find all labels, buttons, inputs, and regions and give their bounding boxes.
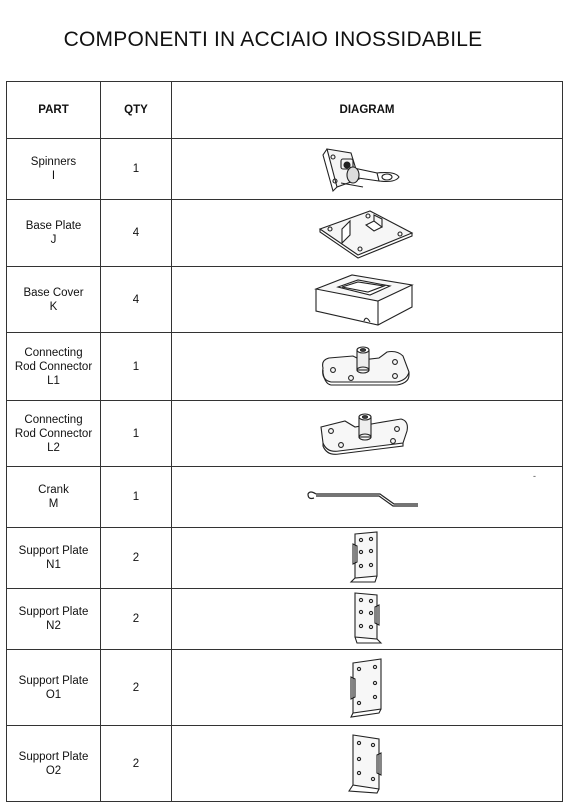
- part-name-cell: [7, 467, 101, 528]
- diagram-cell: [172, 467, 563, 528]
- base-plate-icon: [312, 207, 422, 259]
- table-row: [7, 401, 563, 467]
- spinner-hinge-icon: [307, 143, 427, 195]
- table-header-row: [7, 82, 563, 139]
- diagram-cell: [172, 528, 563, 589]
- table-row: [7, 589, 563, 650]
- part-name: Support Plate: [18, 545, 89, 557]
- part-name: Crank: [38, 484, 69, 496]
- qty-cell: 1: [101, 139, 172, 200]
- part-code: L2: [47, 441, 60, 454]
- qty-cell: 2: [101, 528, 172, 589]
- part-name-cell: [7, 589, 101, 650]
- part-name-cell: [7, 726, 101, 802]
- diagram-cell: [172, 200, 563, 267]
- support-plate-o2-icon: [343, 731, 391, 797]
- table-row: [7, 650, 563, 726]
- part-code: J: [50, 234, 57, 246]
- table-row: [7, 267, 563, 333]
- header-qty: QTY: [101, 82, 172, 139]
- qty-cell: 1: [101, 401, 172, 467]
- page-title: COMPONENTI IN ACCIAIO INOSSIDABILE: [63, 28, 483, 51]
- part-name-cell: [7, 200, 101, 267]
- part-code: K: [49, 300, 58, 313]
- part-name-cell: [7, 139, 101, 200]
- qty-cell: 4: [101, 200, 172, 267]
- table-row: [7, 200, 563, 267]
- part-name-line2: Rod Connector: [14, 427, 93, 440]
- part-name-cell: [7, 333, 101, 401]
- table-row: [7, 528, 563, 589]
- diagram-cell: [172, 139, 563, 200]
- qty-cell: 2: [101, 650, 172, 726]
- support-plate-n2-icon: [347, 591, 387, 647]
- table-row: [7, 139, 563, 200]
- table-row: [7, 467, 563, 528]
- support-plate-n1-icon: [347, 530, 387, 586]
- table-row: [7, 726, 563, 802]
- part-code: I: [51, 170, 56, 182]
- part-code: O2: [45, 764, 62, 777]
- part-code: L1: [47, 374, 60, 387]
- part-name: Base Plate: [25, 220, 82, 232]
- diagram-cell: [172, 726, 563, 802]
- part-code: N1: [46, 559, 61, 571]
- stray-mark: -: [533, 471, 536, 481]
- part-name-cell: [7, 267, 101, 333]
- diagram-cell: [172, 333, 563, 401]
- part-name-cell: [7, 650, 101, 726]
- rod-connector-l2-icon: [315, 409, 419, 459]
- header-diagram: DIAGRAM: [172, 82, 563, 139]
- table-row: [7, 333, 563, 401]
- part-code: M: [48, 498, 59, 510]
- qty-cell: 1: [101, 467, 172, 528]
- part-name: Support Plate: [18, 750, 89, 763]
- qty-cell: 2: [101, 589, 172, 650]
- qty-cell: 2: [101, 726, 172, 802]
- base-cover-icon: [312, 271, 422, 329]
- part-name: Base Cover: [23, 286, 84, 299]
- part-name: Connecting: [24, 346, 83, 359]
- qty-cell: 4: [101, 267, 172, 333]
- part-name: Connecting: [24, 413, 83, 426]
- components-table: [6, 81, 563, 802]
- diagram-cell: [172, 650, 563, 726]
- diagram-cell: [172, 589, 563, 650]
- part-name-line2: Rod Connector: [14, 360, 93, 373]
- diagram-cell: [172, 401, 563, 467]
- support-plate-o1-icon: [343, 655, 391, 721]
- diagram-cell: [172, 267, 563, 333]
- part-name: Support Plate: [18, 606, 89, 618]
- part-name: Support Plate: [18, 674, 89, 687]
- part-code: O1: [45, 688, 62, 701]
- part-name-cell: [7, 401, 101, 467]
- part-name-cell: [7, 528, 101, 589]
- header-part: PART: [7, 82, 101, 139]
- part-name: Spinners: [30, 156, 77, 168]
- part-code: N2: [46, 620, 61, 632]
- rod-connector-l1-icon: [317, 344, 417, 390]
- crank-rod-icon: [302, 482, 432, 512]
- qty-cell: 1: [101, 333, 172, 401]
